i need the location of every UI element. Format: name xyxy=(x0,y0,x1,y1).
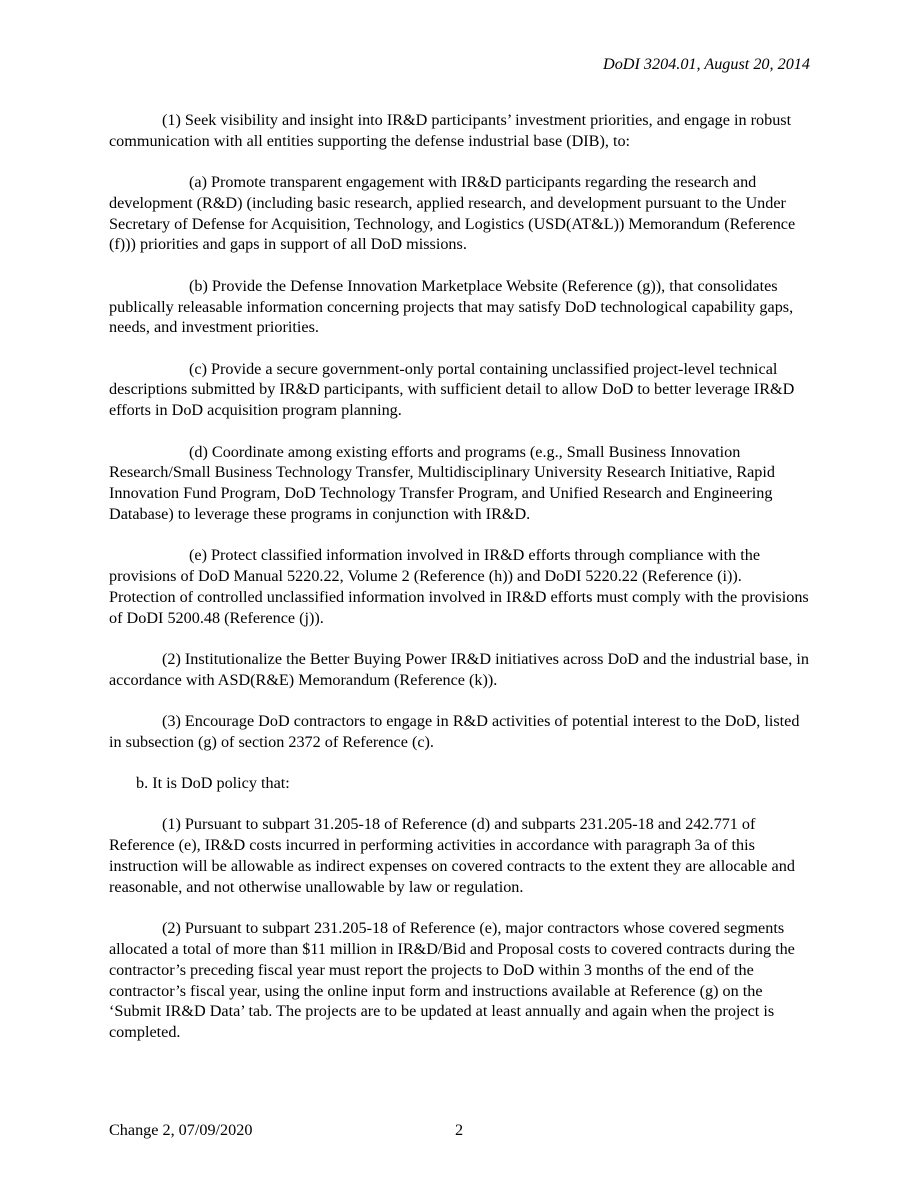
document-header: DoDI 3204.01, August 20, 2014 xyxy=(603,55,810,73)
footer-change-note: Change 2, 07/09/2020 xyxy=(109,1121,253,1139)
footer-page-number: 2 xyxy=(455,1121,464,1139)
paragraph-a-3: (3) Encourage DoD contractors to engage in R&D activities of potential interest to the DoD, listed in subsection (g) of section 2372 of Reference (c). xyxy=(109,712,800,751)
paragraph-a-1-b: (b) Provide the Defense Innovation Marketplace Website (Reference (g)), that consolidates publically releasable information concerning projects that may satisfy DoD technological capability gaps, needs, and investment priorities. xyxy=(109,276,794,337)
paragraph-a-1-d: (d) Coordinate among existing efforts and programs (e.g., Small Business Innovation Research/Small Business Technology Transfer, Multidisciplinary University Research Initiative, Rapid Innovation Fund Program, DoD Technology Transfer Program, and Unified Research and Engineering Database) to leverage these programs in conjunction with IR&D. xyxy=(109,442,775,523)
paragraph-b-1: (1) Pursuant to subpart 31.205-18 of Reference (d) and subparts 231.205-18 and 242.771 of Reference (e), IR&D costs incurred in performing activities in accordance with paragraph 3a of this instruction will be allowable as indirect expenses on covered contracts to the extent they are allocable and reasonable, and not otherwise unallowable by law or regulation. xyxy=(109,815,795,896)
paragraph-a-2: (2) Institutionalize the Better Buying Power IR&D initiatives across DoD and the industrial base, in accordance with ASD(R&E) Memorandum (Reference (k)). xyxy=(109,649,809,689)
paragraph-b: b. It is DoD policy that: xyxy=(136,774,290,793)
paragraph-b-2: (2) Pursuant to subpart 231.205-18 of Reference (e), major contractors whose covered segments allocated a total of more than $11 million in IR&D/Bid and Proposal costs to covered contracts during the contractor’s preceding fiscal year must report the projects to DoD within 3 months of the end of the contractor’s fiscal year, using the online input form and instructions available at Reference (g) on the ‘Submit IR&D Data’ tab. The projects are to be updated at least annually and again when the project is completed. xyxy=(109,919,795,1042)
paragraph-a-1-a: (a) Promote transparent engagement with IR&D participants regarding the research and development (R&D) (including basic research, applied research, and development pursuant to the Under Secretary of Defense for Acquisition, Technology, and Logistics (USD(AT&L)) Memorandum (Reference (f))) priorities and gaps in support of all DoD missions. xyxy=(109,173,796,254)
paragraph-a-1-e: (e) Protect classified information involved in IR&D efforts through compliance with the provisions of DoD Manual 5220.22, Volume 2 (Reference (h)) and DoDI 5220.22 (Reference (i)). Protection of controlled unclassified information involved in IR&D efforts must comply with the provisions of DoDI 5200.48 (Reference (j)). xyxy=(109,546,809,627)
paragraph-a-1-c: (c) Provide a secure government-only portal containing unclassified project-level technical descriptions submitted by IR&D participants, with sufficient detail to allow DoD to better leverage IR&D efforts in DoD acquisition program planning. xyxy=(109,359,795,420)
paragraph-a-1: (1) Seek visibility and insight into IR&D participants’ investment priorities, and engage in robust communication with all entities supporting the defense industrial base (DIB), to: xyxy=(109,111,792,150)
document-body xyxy=(109,110,812,1063)
